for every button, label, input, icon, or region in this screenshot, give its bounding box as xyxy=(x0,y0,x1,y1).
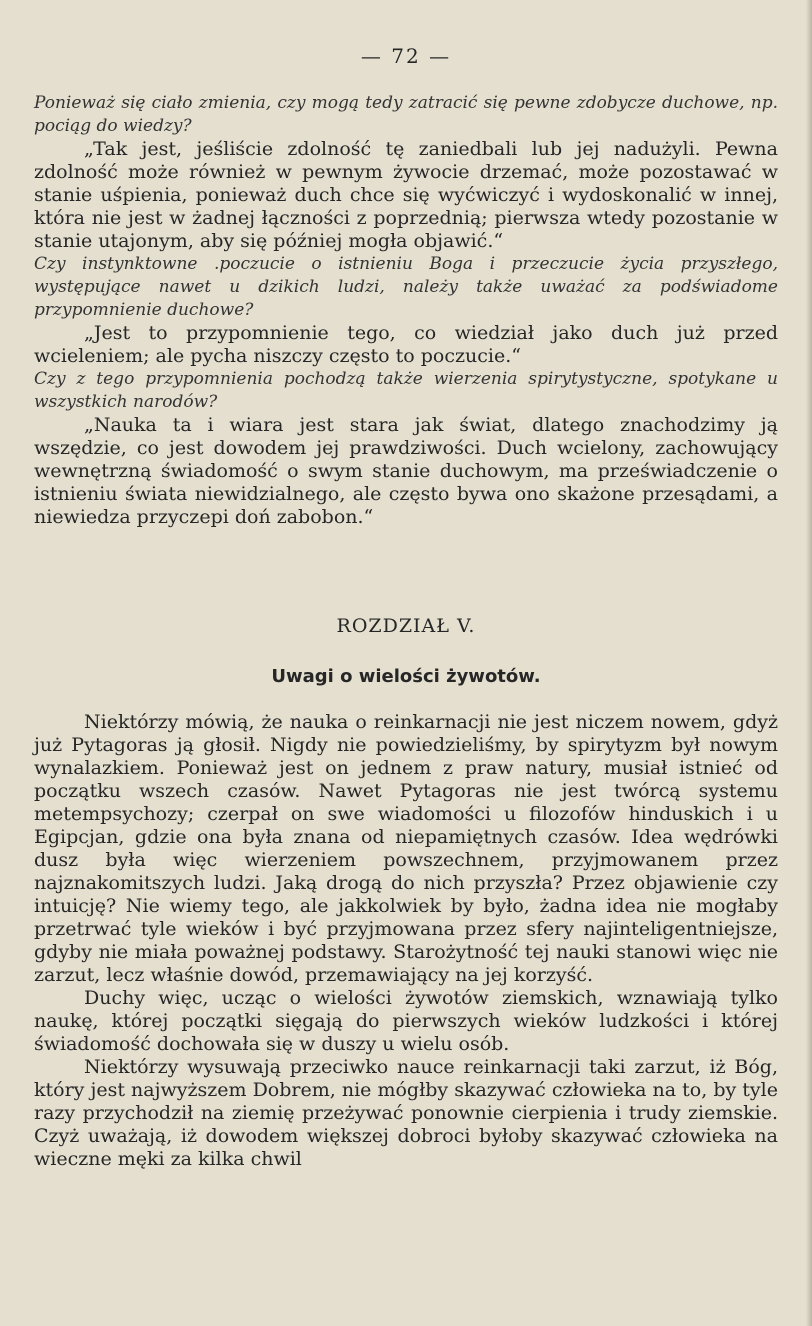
answer-paragraph: „Tak jest, jeśliście zdolność tę zaniedbali lub jej nadużyli. Pewna zdolność może również w pewnym żywocie drzemać, może pozostawać w stanie uśpienia, ponieważ duch chce się wyćwiczyć i wydoskonalić w innej, która nie jest w żadnej łączności z poprzednią; pierwsza wtedy pozostanie w stanie utajonym, aby się później mogła objawić.“ xyxy=(34,138,778,252)
body-paragraph: Niektórzy mówią, że nauka o reinkarnacji nie jest niczem nowem, gdyż już Pytagoras ją głosił. Nigdy nie powiedzieliśmy, by spirytyzm był nowym wynalazkiem. Ponieważ jest on jednem z praw natury, musiał istnieć od początku wszech czasów. Nawet Pytagoras nie jest twórcą systemu metempsychozy; czerpał on swe wiadomości u filozofów hinduskich i u Egipcjan, gdzie ona była znana od niepamiętnych czasów. Idea wędrówki dusz była więc wierzeniem powszechnem, przyjmowanem przez najznakomitszych ludzi. Jaką drogą do nich przyszła? Przez objawienie czy intuicję? Nie wiemy tego, ale jakkolwiek by było, żadna idea nie mogłaby przetrwać tyle wieków i być przyjmowana przez sfery najinteligentniejsze, gdyby nie miała poważnej podstawy. Starożytność tej nauki stanowi więc nie zarzut, lecz właśnie dowód, przemawiający na jej korzyść. xyxy=(34,711,778,986)
question-paragraph: Czy z tego przypomnienia pochodzą także wierzenia spirytystyczne, spotykane u wszystkich narodów? xyxy=(34,369,778,412)
page-number: — 72 — xyxy=(360,44,452,68)
question-paragraph: Czy instynktowne .poczucie o istnieniu Boga i przeczucie życia przyszłego, występujące nawet u dzikich ludzi, należy także uważać za podświadome przypomnienie duchowe? xyxy=(34,254,778,320)
page-content xyxy=(34,92,778,1171)
body-paragraph: Duchy więc, ucząc o wielości żywotów ziemskich, wznawiają tylko naukę, której początki sięgają do pierwszych wieków ludzkości i której świadomość dochowała się w duszy u wielu osób. xyxy=(34,987,778,1055)
chapter-heading: ROZDZIAŁ V. xyxy=(336,615,476,637)
body-paragraph: Niektórzy wysuwają przeciwko nauce reinkarnacji taki zarzut, iż Bóg, który jest najwyższem Dobrem, nie mógłby skazywać człowieka na to, by tyle razy przychodził na ziemię przeżywać ponownie cierpienia i trudy ziemskie. Czyż uważają, iż dowodem większej dobroci byłoby skazywać człowieka na wieczne męki za kilka chwil xyxy=(34,1056,778,1170)
chapter-title: Uwagi o wielości żywotów. xyxy=(271,666,541,687)
answer-paragraph: „Nauka ta i wiara jest stara jak świat, dlatego znachodzimy ją wszędzie, co jest dowodem jej prawdziwości. Duch wcielony, zachowujący wewnętrzną świadomość o swym stanie duchowym, ma przeświadczenie o istnieniu świata niewidzialnego, ale często bywa ono skażone przesądami, a niewiedza przyczepi doń zabobon.“ xyxy=(34,414,778,528)
page-edge-shadow xyxy=(806,0,812,1326)
answer-paragraph: „Jest to przypomnienie tego, co wiedział jako duch już przed wcieleniem; ale pycha niszczy często to poczucie.“ xyxy=(34,322,778,367)
question-paragraph: Ponieważ się ciało zmienia, czy mogą tedy zatracić się pewne zdobycze duchowe, np. pociąg do wiedzy? xyxy=(34,93,778,136)
